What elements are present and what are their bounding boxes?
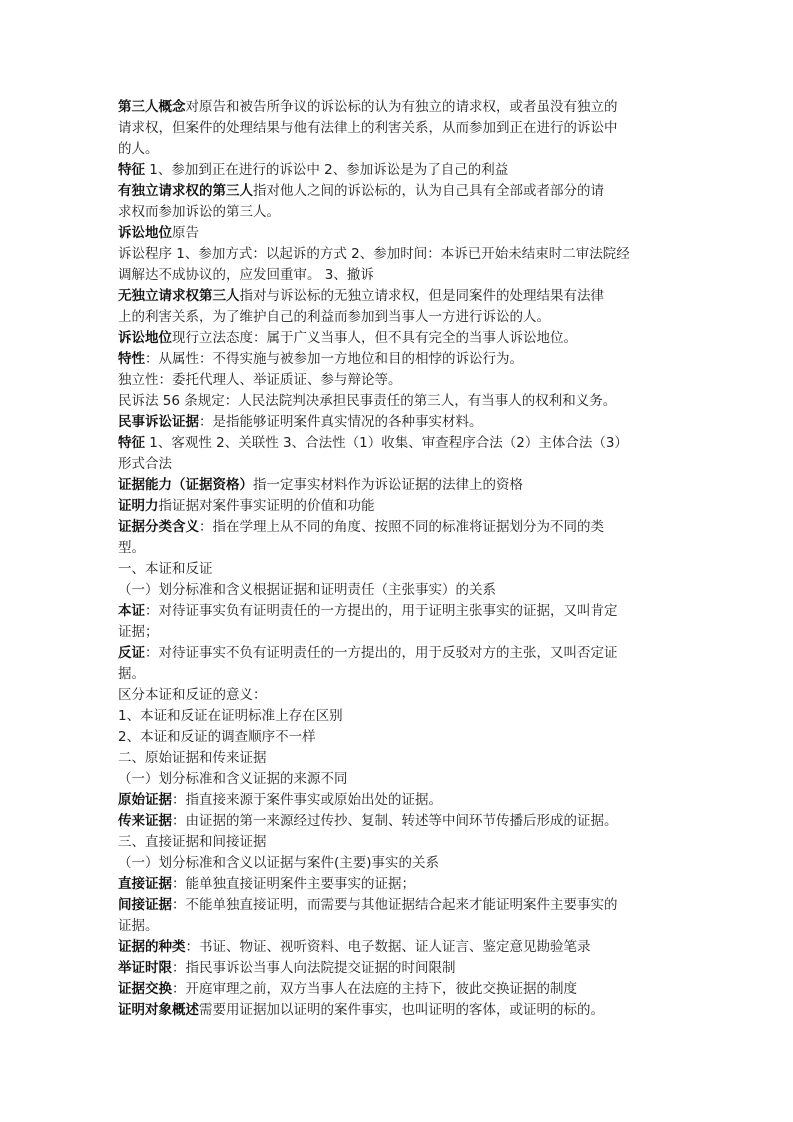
text-line-39 — [118, 895, 676, 916]
text-line-26 — [118, 622, 676, 643]
term-heading: 举证时限 — [118, 960, 172, 976]
line-text: ：从属性：不得实施与被参加一方地位和目的相悖的诉讼行为。 — [145, 351, 523, 367]
term-heading: 诉讼地位 — [118, 330, 172, 346]
term-heading: 证据的种类 — [118, 939, 186, 955]
text-line-1 — [118, 97, 676, 118]
line-text: 的人。 — [118, 141, 159, 157]
text-line-17 — [118, 433, 676, 454]
text-line-38 — [118, 874, 676, 895]
line-text: 指证据对案件事实证明的价值和功能 — [158, 498, 375, 514]
line-text: （一）划分标准和含义证据的来源不同 — [118, 771, 348, 787]
line-text: 原告 — [172, 225, 199, 241]
line-text: ：不能单独直接证明，而需要与其他证据结合起来才能证明案件主要事实的 — [172, 897, 618, 913]
text-line-43 — [118, 979, 676, 1000]
term-heading: 证据能力（证据资格） — [118, 477, 253, 493]
term-heading: 无独立请求权第三人 — [118, 288, 240, 304]
line-text: 对原告和被告所争议的诉讼标的认为有独立的请求权，或者虽没有独立的 — [185, 99, 618, 115]
line-text: ：指民事诉讼当事人向法院提交证据的时间限制 — [172, 960, 456, 976]
term-heading: 原始证据 — [118, 792, 172, 808]
term-heading: 第三人概念 — [118, 99, 186, 115]
line-text: 三、直接证据和间接证据 — [118, 834, 267, 850]
term-heading: 间接证据 — [118, 897, 172, 913]
text-line-2 — [118, 118, 676, 139]
line-text: （一）划分标准和含义以证据与案件(主要)事实的关系 — [118, 855, 440, 871]
line-text: 调解达不成协议的，应发回重审。 3、撤诉 — [118, 267, 374, 283]
line-text: 证据； — [118, 624, 159, 640]
text-line-31 — [118, 727, 676, 748]
text-line-18 — [118, 454, 676, 475]
line-text: 指一定事实材料作为诉讼证据的法律上的资格 — [253, 477, 523, 493]
term-heading: 特性 — [118, 351, 145, 367]
term-heading: 有独立请求权的第三人 — [118, 183, 253, 199]
line-text: 1、本证和反证在证明标准上存在区别 — [118, 708, 343, 724]
text-line-29 — [118, 685, 676, 706]
line-text: 二、原始证据和传来证据 — [118, 750, 267, 766]
text-line-4 — [118, 160, 676, 181]
line-text: 现行立法态度：属于广义当事人，但不具有完全的当事人诉讼地位。 — [172, 330, 577, 346]
line-text: 2、本证和反证的调查顺序不一样 — [118, 729, 316, 745]
text-line-21 — [118, 517, 676, 538]
text-line-22 — [118, 538, 676, 559]
text-line-41 — [118, 937, 676, 958]
line-text: 请求权，但案件的处理结果与他有法律上的利害关系，从而参加到正在进行的诉讼中 — [118, 120, 618, 136]
line-text: ：由证据的第一来源经过传抄、复制、转述等中间环节传播后形成的证据。 — [172, 813, 618, 829]
text-line-40 — [118, 916, 676, 937]
text-line-3 — [118, 139, 676, 160]
document-page — [118, 97, 676, 1021]
text-line-35 — [118, 811, 676, 832]
text-line-11 — [118, 307, 676, 328]
text-line-13 — [118, 349, 676, 370]
text-line-6 — [118, 202, 676, 223]
text-line-20 — [118, 496, 676, 517]
line-text: 形式合法 — [118, 456, 172, 472]
line-text: ：是指能够证明案件真实情况的各种事实材料。 — [199, 414, 483, 430]
line-text: ：指在学理上从不同的角度、按照不同的标准将证据划分为不同的类 — [199, 519, 604, 535]
line-text: ：开庭审理之前，双方当事人在法庭的主持下，彼此交换证据的制度 — [172, 981, 577, 997]
term-heading: 证明力 — [118, 498, 159, 514]
line-text: ：指直接来源于案件事实或原始出处的证据。 — [172, 792, 442, 808]
line-text: ：能单独直接证明案件主要事实的证据； — [172, 876, 415, 892]
line-text: 指对他人之间的诉讼标的，认为自己具有全部或者部分的请 — [253, 183, 604, 199]
text-line-25 — [118, 601, 676, 622]
line-text: ：对待证事实负有证明责任的一方提出的，用于证明主张事实的证据，又叫肯定 — [145, 603, 618, 619]
term-heading: 传来证据 — [118, 813, 172, 829]
text-line-10 — [118, 286, 676, 307]
term-heading: 证据分类含义 — [118, 519, 199, 535]
text-line-19 — [118, 475, 676, 496]
line-text: 独立性：委托代理人、举证质证、参与辩论等。 — [118, 372, 402, 388]
term-heading: 直接证据 — [118, 876, 172, 892]
line-text: 诉讼程序 1、参加方式：以起诉的方式 2、参加时间：本诉已开始未结束时二审法院经 — [118, 246, 630, 262]
line-text: 需要用证据加以证明的案件事实，也叫证明的客体，或证明的标的。 — [199, 1002, 604, 1018]
text-line-36 — [118, 832, 676, 853]
line-text: 1、客观性 2、关联性 3、合法性（1）收集、审查程序合法（2）主体合法（3） — [145, 435, 628, 451]
line-text: 上的利害关系，为了维护自己的利益而参加到当事人一方进行诉讼的人。 — [118, 309, 550, 325]
term-heading: 诉讼地位 — [118, 225, 172, 241]
line-text: 指对与诉讼标的无独立请求权，但是同案件的处理结果有法律 — [239, 288, 604, 304]
line-text: 据。 — [118, 666, 145, 682]
text-line-23 — [118, 559, 676, 580]
text-line-8 — [118, 244, 676, 265]
line-text: 民诉法 56 条规定：人民法院判决承担民事责任的第三人，有当事人的权利和义务。 — [118, 393, 617, 409]
line-text: 1、参加到正在进行的诉讼中 2、参加诉讼是为了自己的利益 — [145, 162, 509, 178]
text-line-15 — [118, 391, 676, 412]
text-line-34 — [118, 790, 676, 811]
term-heading: 本证 — [118, 603, 145, 619]
line-text: ：书证、物证、视听资料、电子数据、证人证言、鉴定意见勘验笔录 — [185, 939, 591, 955]
text-line-44 — [118, 1000, 676, 1021]
line-text: （一）划分标准和含义根据证据和证明责任（主张事实）的关系 — [118, 582, 496, 598]
text-line-33 — [118, 769, 676, 790]
text-line-32 — [118, 748, 676, 769]
text-line-28 — [118, 664, 676, 685]
text-line-42 — [118, 958, 676, 979]
text-line-5 — [118, 181, 676, 202]
line-text: 区分本证和反证的意义： — [118, 687, 267, 703]
line-text: 一、本证和反证 — [118, 561, 213, 577]
term-heading: 证明对象概述 — [118, 1002, 199, 1018]
text-line-14 — [118, 370, 676, 391]
term-heading: 反证 — [118, 645, 145, 661]
text-line-30 — [118, 706, 676, 727]
term-heading: 特征 — [118, 162, 145, 178]
line-text: 型。 — [118, 540, 145, 556]
text-line-12 — [118, 328, 676, 349]
text-line-7 — [118, 223, 676, 244]
text-line-37 — [118, 853, 676, 874]
line-text: 求权而参加诉讼的第三人。 — [118, 204, 280, 220]
text-line-9 — [118, 265, 676, 286]
text-line-27 — [118, 643, 676, 664]
term-heading: 特征 — [118, 435, 145, 451]
line-text: ：对待证事实不负有证明责任的一方提出的，用于反驳对方的主张，又叫否定证 — [145, 645, 618, 661]
text-line-16 — [118, 412, 676, 433]
line-text: 证据。 — [118, 918, 159, 934]
term-heading: 证据交换 — [118, 981, 172, 997]
term-heading: 民事诉讼证据 — [118, 414, 199, 430]
text-line-24 — [118, 580, 676, 601]
